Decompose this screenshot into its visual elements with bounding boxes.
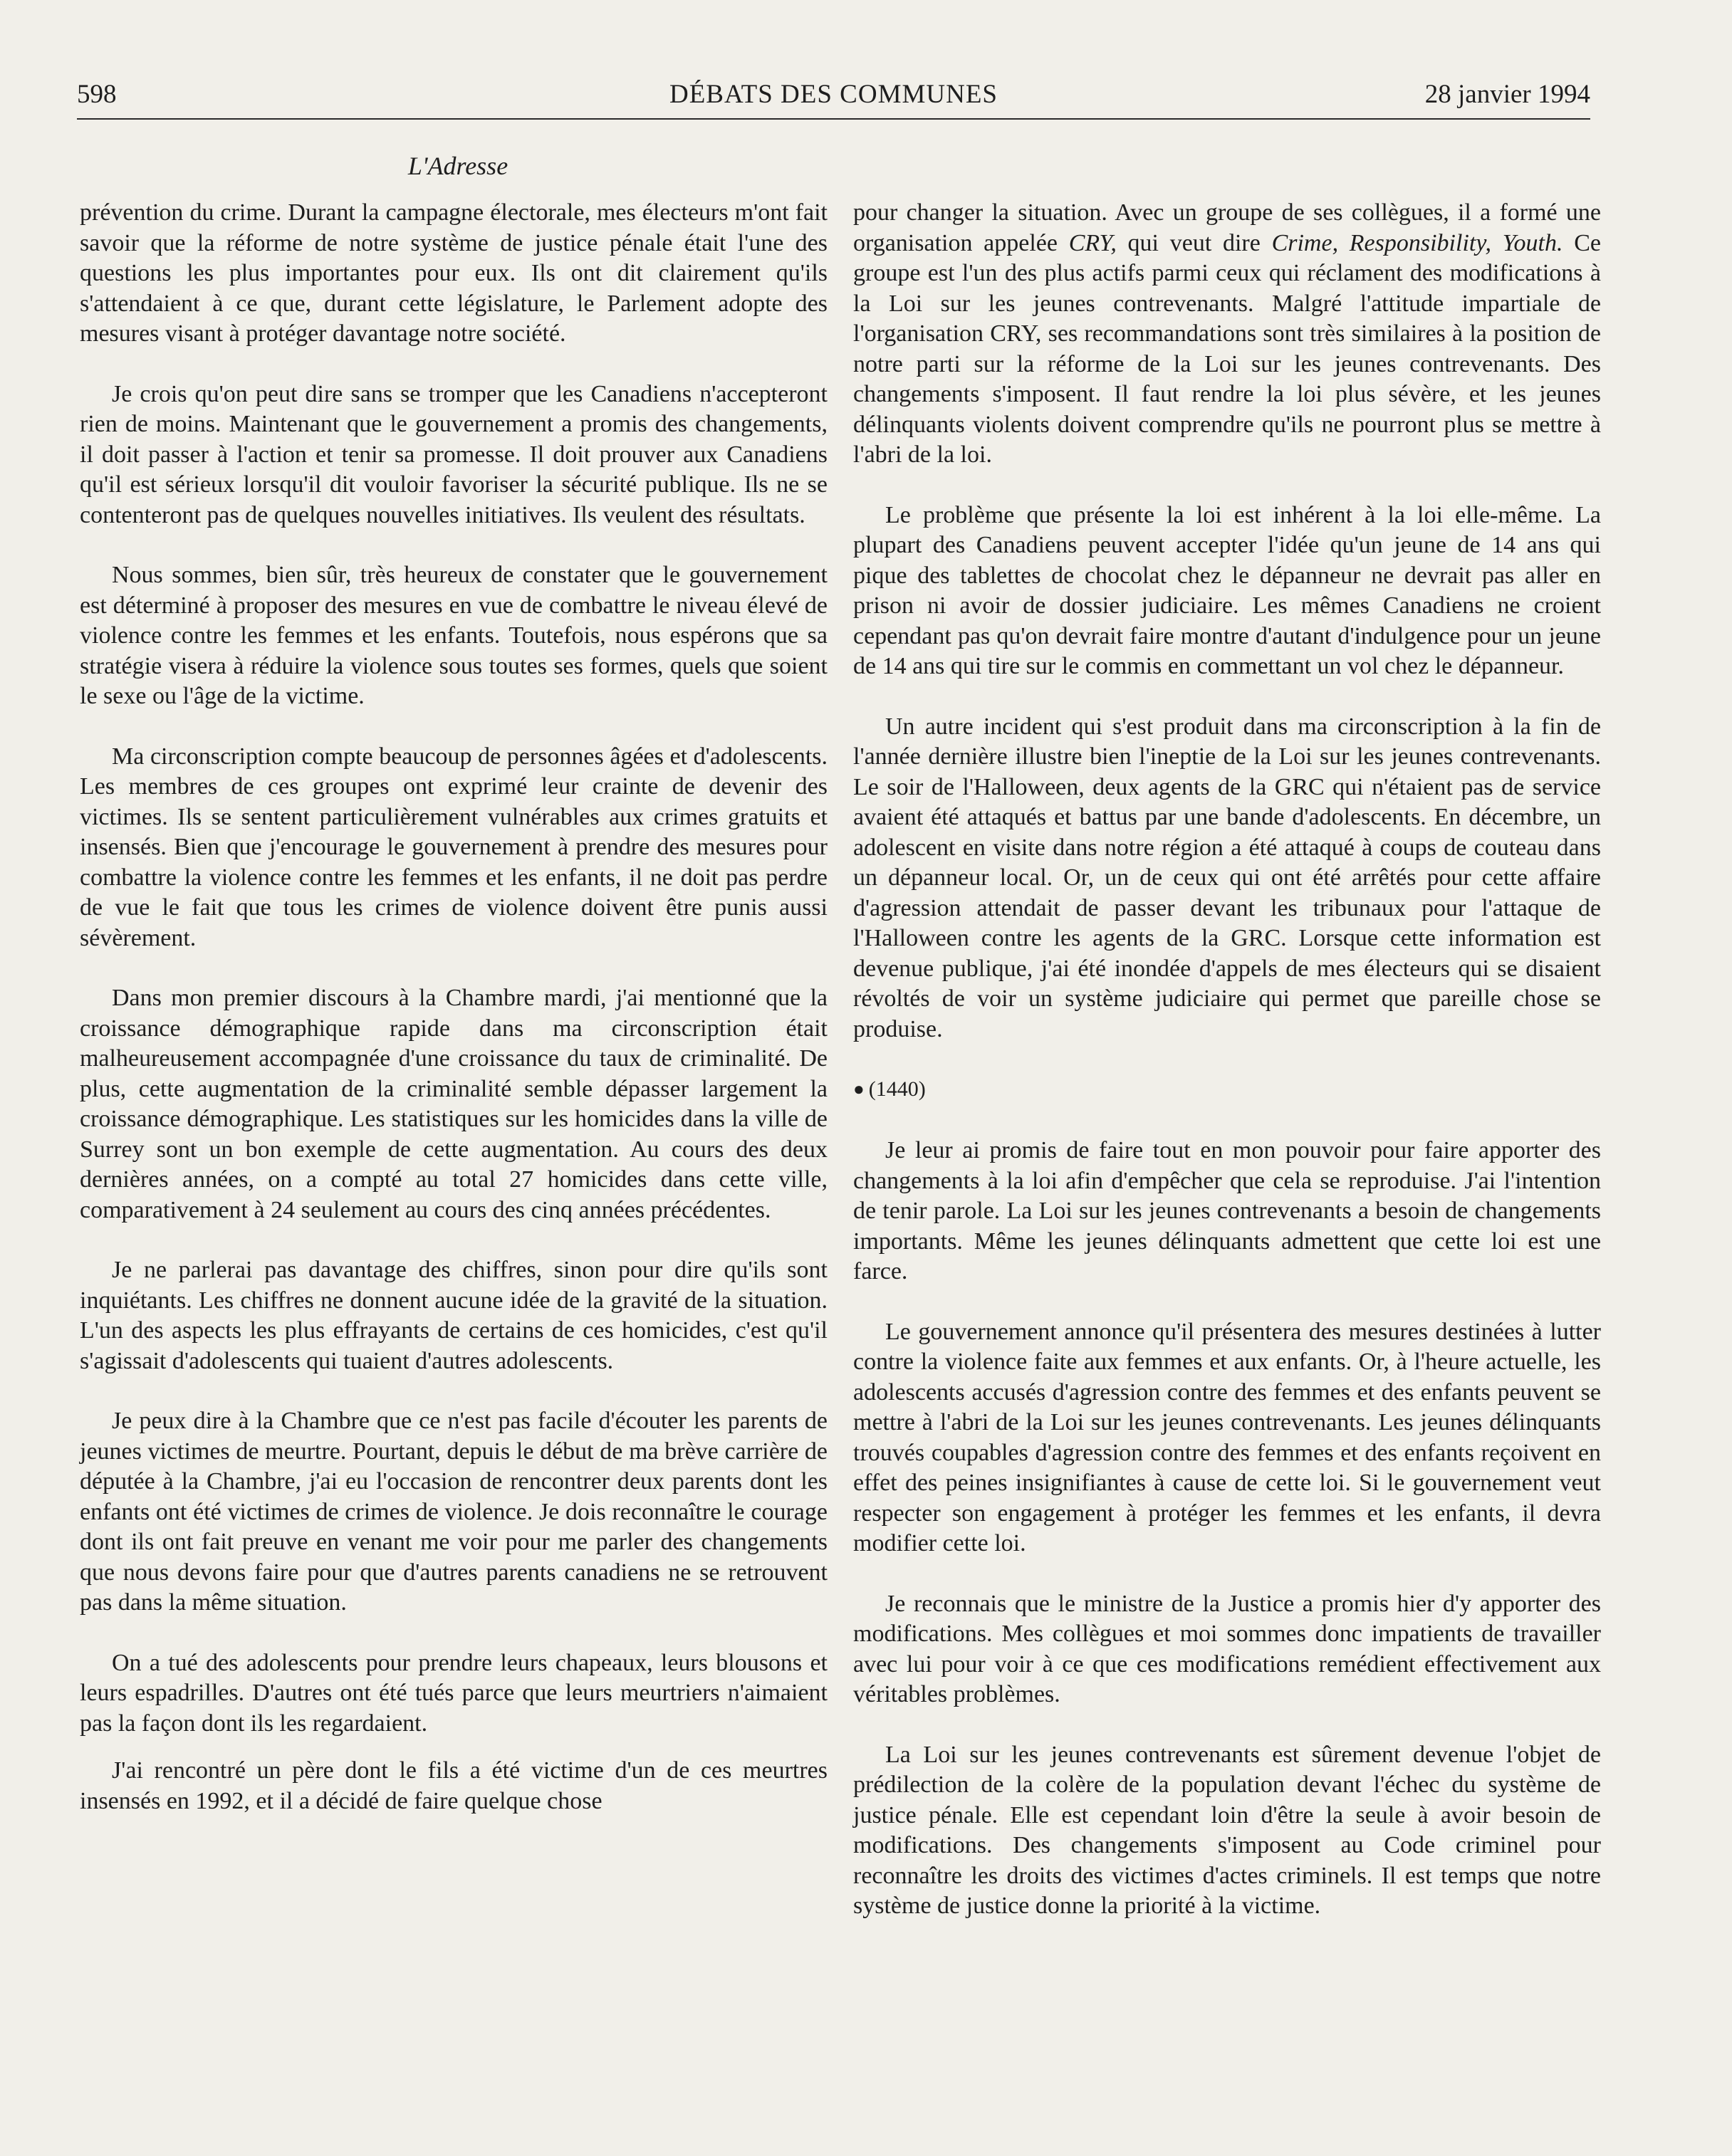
section-title: L'Adresse — [407, 152, 508, 180]
page-number: 598 — [77, 80, 117, 109]
paragraph-text: pour changer la situation. Avec un groupe de ses collègues, il a formé une organisation appelée — [853, 199, 1601, 256]
paragraph: Le gouvernement annonce qu'il présentera des mesures destinées à lutter contre la violence faite aux femmes et aux enfants. Or, à l'heure actuelle, les adolescents accusés d'agression contre des femmes et des enfants peuvent se mettre à l'abri de la Loi sur les jeunes contrevenants. Les jeunes délinquants trouvés coupables d'agression contre des femmes et des enfants reçoivent en effet des peines insignifiantes à cause de cette loi. Si le gouvernement veut respecter son engagement à protéger les femmes et les enfants, il devra modifier cette loi. — [853, 1318, 1601, 1556]
time-marker-label: (1440) — [868, 1077, 926, 1101]
acronym-cry: CRY, — [1068, 229, 1117, 256]
publication-title: DÉBATS DES COMMUNES — [669, 80, 998, 109]
acronym-meaning: Crime, Responsibility, Youth. — [1271, 229, 1563, 256]
paragraph: prévention du crime. Durant la campagne électorale, mes électeurs m'ont fait savoir que la réforme de notre système de justice pénale était l'une des questions les plus importantes pour eux. Ils ont dit clairement qu'ils s'attendaient à ce que, durant cette législature, le Parlement adopte des mesures visant à protéger davantage notre société. — [80, 199, 828, 347]
paragraph: Je ne parlerai pas davantage des chiffres, sinon pour dire qu'ils sont inquiétants. Les chiffres ne donnent aucune idée de la gravité de la situation. L'un des aspects les plus effrayants de certains de ces homicides, c'est qu'il s'agissait d'adolescents qui tuaient d'autres adolescents. — [80, 1257, 828, 1374]
paragraph: Un autre incident qui s'est produit dans ma circonscription à la fin de l'année dernière illustre bien l'ineptie de la Loi sur les jeunes contrevenants. Le soir de l'Halloween, deux agents de la GRC qui n'étaient pas de service avaient été attaqués et battus par une bande d'adolescents. En décembre, un adolescent en visite dans notre région a été attaqué à coups de couteau dans un dépanneur local. Or, un de ceux qui ont été arrêtés pour cette affaire d'agression attendait de passer devant les tribunaux pour l'attaque de l'Halloween contre les agents de la GRC. Lorsque cette information est devenue publique, j'ai été inondée d'appels de mes électeurs qui se disaient révoltés de voir un système judiciaire qui permet que pareille chose se produise. — [853, 713, 1601, 1042]
paragraph: Je leur ai promis de faire tout en mon pouvoir pour faire apporter des changements à la loi afin d'empêcher que cela se reproduise. J'ai l'intention de tenir parole. La Loi sur les jeunes contrevenants a besoin de changements importants. Même les jeunes délinquants admettent que cette loi est une farce. — [853, 1137, 1601, 1284]
paragraph: Je reconnais que le ministre de la Justice a promis hier d'y apporter des modifications. Mes collègues et moi sommes donc impatients de travailler avec lui pour voir à ce que ces modifications remédient effectivement aux véritables problèmes. — [853, 1590, 1601, 1707]
paragraph: J'ai rencontré un père dont le fils a été victime d'un de ces meurtres insensés en 1992, et il a décidé de faire quelque chose — [80, 1757, 828, 1814]
paragraph: Je crois qu'on peut dire sans se tromper que les Canadiens n'accepteront rien de moins. Maintenant que le gouvernement a promis des changements, il doit passer à l'action et tenir sa promesse. Il doit prouver aux Canadiens qu'il est sérieux lorsqu'il dit vouloir favoriser la sécurité publique. Ils ne se contenteront pas de quelques nouvelles initiatives. Ils veulent des résultats. — [80, 380, 828, 528]
time-marker — [853, 1074, 1601, 1104]
paragraph-text: Ce groupe est l'un des plus actifs parmi ceux qui réclament des modifications à la Loi sur les jeunes contrevenants. Malgré l'attitude impartiale de l'organisation CRY, ses recommandations sont très similaires à la position de notre parti sur la réforme de la Loi sur les jeunes contrevenants. Des changements s'imposent. Il faut rendre la loi plus sévère, et les jeunes délinquants violents doivent comprendre qu'ils ne pourront plus se mettre à l'abri de la loi. — [853, 229, 1601, 468]
publication-date: 28 janvier 1994 — [1424, 80, 1590, 109]
paragraph: Le problème que présente la loi est inhérent à la loi elle-même. La plupart des Canadiens peuvent accepter l'idée qu'un jeune de 14 ans qui pique des tablettes de chocolat chez le dépanneur ne devrait pas aller en prison ni avoir de dossier judiciaire. Les mêmes Canadiens ne croient cependant pas qu'on devrait faire montre d'autant d'indulgence pour un jeune de 14 ans qui tire sur le commis en commettant un vol chez le dépanneur. — [853, 501, 1601, 679]
paragraph-text: qui veut dire — [1116, 229, 1272, 256]
paragraph: Ma circonscription compte beaucoup de personnes âgées et d'adolescents. Les membres de ces groupes ont exprimé leur crainte de devenir des victimes. Ils se sentent particulièrement vulnérables aux crimes gratuits et insensés. Bien que j'encourage le gouvernement à prendre des mesures pour combattre la violence contre les femmes et les enfants, il ne doit pas perdre de vue le fait que tous les crimes de violence doivent être punis aussi sévèrement. — [80, 743, 828, 951]
right-column — [853, 198, 1601, 1922]
paragraph: Dans mon premier discours à la Chambre mardi, j'ai mentionné que la croissance démographique rapide dans ma circonscription était malheureusement accompagnée d'une croissance du taux de criminalité. De plus, cette augmentation de la criminalité semble dépasser largement la croissance démographique. Les statistiques sur les homicides dans la ville de Surrey sont un bon exemple de cette augmentation. Au cours des deux dernières années, on a compté au total 27 homicides dans cette ville, comparativement à 24 seulement au cours des cinq années précédentes. — [80, 985, 828, 1223]
paragraph: Nous sommes, bien sûr, très heureux de constater que le gouvernement est déterminé à proposer des mesures en vue de combattre le niveau élevé de violence contre les femmes et les enfants. Toutefois, nous espérons que sa stratégie visera à réduire la violence sous toutes ses formes, quels que soient le sexe ou l'âge de la victime. — [80, 562, 828, 709]
paragraph: On a tué des adolescents pour prendre leurs chapeaux, leurs blousons et leurs espadrilles. D'autres ont été tués parce que leurs meurtriers n'aimaient pas la façon dont ils les regardaient. — [80, 1649, 828, 1737]
paragraph: La Loi sur les jeunes contrevenants est sûrement devenue l'objet de prédilection de la colère de la population devant l'échec du système de justice pénale. Elle est cependant loin d'être la seule à avoir besoin de modifications. Des changements s'imposent au Code criminel pour reconnaître les droits des victimes d'actes criminels. Il est temps que notre système de justice donne la priorité à la victime. — [853, 1741, 1601, 1919]
bullet-icon: ● — [853, 1079, 865, 1099]
paragraph — [853, 198, 1601, 471]
left-column — [80, 198, 828, 1816]
header-divider — [77, 118, 1590, 120]
paragraph: Je peux dire à la Chambre que ce n'est pas facile d'écouter les parents de jeunes victimes de meurtre. Pourtant, depuis le début de ma brève carrière de députée à la Chambre, j'ai eu l'occasion de rencontrer deux parents dont les enfants ont été victimes de crimes de violence. Je dois reconnaître le courage dont ils ont fait preuve en venant me voir pour me parler des changements que nous devons faire pour que d'autres parents canadiens ne se retrouvent pas dans la même situation. — [80, 1408, 828, 1616]
page-header — [77, 71, 1590, 118]
